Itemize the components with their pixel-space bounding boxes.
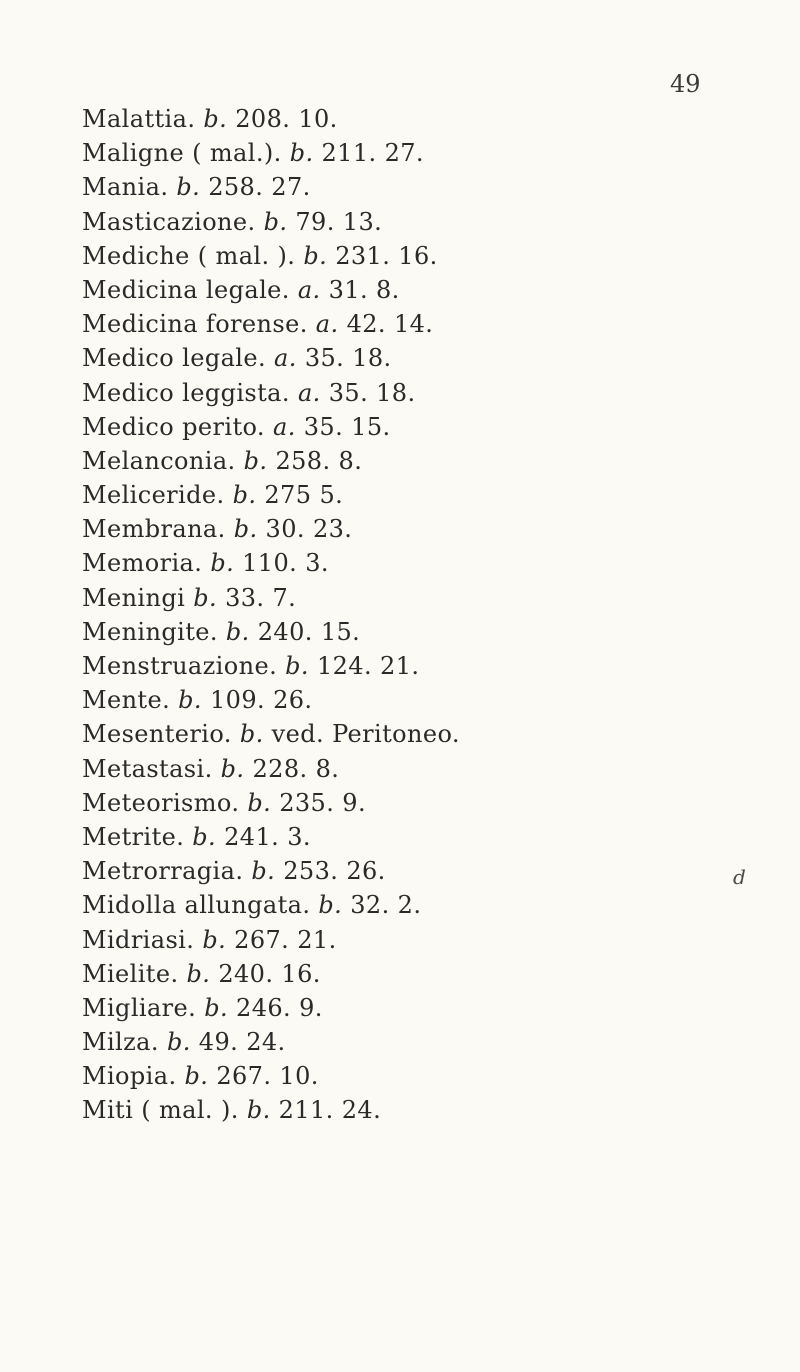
entry-page: 42. bbox=[346, 310, 386, 339]
entry-term: Menstruazione. bbox=[82, 652, 278, 680]
entry-line: 8. bbox=[376, 275, 400, 304]
entry-line: 15. bbox=[320, 617, 361, 646]
entry-page: 267. bbox=[234, 925, 290, 954]
entry-page: 228. bbox=[252, 754, 308, 783]
entry-term: Metastasi. bbox=[82, 754, 213, 783]
entry-volume: b. bbox=[289, 139, 314, 168]
entry-term: Medicina legale. bbox=[82, 275, 290, 304]
index-entry bbox=[82, 376, 460, 410]
entry-term: Malattia. bbox=[82, 105, 196, 133]
entry-line: 21. bbox=[297, 925, 337, 954]
index-entry bbox=[82, 991, 460, 1025]
entry-line: 13. bbox=[342, 207, 383, 236]
entry-volume: b. bbox=[166, 1028, 191, 1057]
entry-page: 246. bbox=[236, 993, 292, 1022]
entry-term: Maligne ( mal.). bbox=[82, 139, 282, 168]
index-entry bbox=[82, 444, 460, 478]
index-entry bbox=[82, 170, 460, 204]
entry-line: 15. bbox=[351, 412, 391, 441]
entry-term: Medico perito. bbox=[82, 412, 265, 441]
entry-line: 23. bbox=[312, 515, 353, 544]
entry-line: 18. bbox=[376, 378, 416, 407]
entry-volume: b. bbox=[204, 993, 229, 1022]
entry-volume: b. bbox=[247, 788, 272, 817]
entry-line: 2. bbox=[397, 891, 422, 920]
entry-volume: b. bbox=[243, 446, 268, 475]
entry-volume: b. bbox=[285, 652, 309, 680]
index-entry bbox=[82, 205, 460, 239]
index-entry bbox=[82, 717, 460, 751]
entry-line: 16. bbox=[281, 959, 321, 988]
entry-volume: b. bbox=[210, 549, 235, 578]
index-entry bbox=[82, 786, 460, 820]
entry-line: 18. bbox=[352, 344, 392, 373]
entry-term: Metrite. bbox=[82, 822, 185, 851]
entry-term: Melanconia. bbox=[82, 446, 236, 475]
entry-term: Migliare. bbox=[82, 993, 197, 1022]
entry-line: 16. bbox=[398, 241, 438, 270]
index-entry bbox=[82, 239, 460, 273]
entry-volume: a. bbox=[274, 344, 297, 373]
entry-page: 211. bbox=[321, 139, 377, 168]
signature-mark: d bbox=[733, 865, 746, 889]
index-entry bbox=[82, 512, 460, 546]
entry-term: Masticazione. bbox=[82, 207, 256, 236]
entry-volume: b. bbox=[232, 481, 257, 510]
index-entry bbox=[82, 341, 460, 375]
entry-line: 9. bbox=[342, 788, 366, 817]
entry-line: 8. bbox=[338, 446, 363, 475]
entry-page: 211. bbox=[278, 1096, 334, 1125]
index-entry bbox=[82, 820, 460, 854]
entry-volume: b. bbox=[202, 925, 227, 954]
entry-volume: b. bbox=[318, 891, 343, 920]
page-number: 49 bbox=[670, 70, 701, 98]
entry-volume: a. bbox=[272, 412, 296, 441]
entry-line: 27. bbox=[271, 173, 311, 202]
entry-page: 235. bbox=[279, 788, 335, 817]
entry-page: 258. bbox=[275, 446, 331, 475]
entry-line: 24. bbox=[246, 1028, 286, 1057]
entry-term: Meteorismo. bbox=[82, 788, 240, 817]
entry-line: 3. bbox=[305, 549, 329, 578]
entry-line: 7. bbox=[272, 583, 297, 612]
entry-volume: b. bbox=[184, 1062, 209, 1091]
entry-page: 253. bbox=[283, 857, 339, 886]
index-entry bbox=[82, 581, 460, 615]
entry-term: Midolla allungata. bbox=[82, 891, 311, 920]
entry-term: Mielite. bbox=[82, 959, 179, 988]
entry-term: Mania. bbox=[82, 173, 169, 202]
index-entry bbox=[82, 615, 460, 649]
entry-page: 241. bbox=[224, 822, 280, 851]
entry-term: Miopia. bbox=[82, 1062, 177, 1091]
entry-page: 267. bbox=[216, 1062, 272, 1091]
entry-page: 35. bbox=[304, 344, 345, 373]
index-entry bbox=[82, 136, 460, 170]
entry-page: 32. bbox=[350, 891, 390, 920]
index-entry bbox=[82, 102, 460, 136]
entry-page: 30. bbox=[265, 515, 305, 544]
entry-volume: b. bbox=[192, 822, 217, 851]
entry-line: 5. bbox=[319, 481, 344, 510]
entry-volume: b. bbox=[178, 686, 202, 715]
entry-line: 27. bbox=[384, 139, 424, 168]
entry-page: 240. bbox=[218, 959, 274, 988]
entry-volume: b. bbox=[220, 754, 245, 783]
entry-page: 31. bbox=[328, 275, 368, 304]
entry-term: Meningite. bbox=[82, 617, 218, 646]
entry-page: 79. bbox=[295, 207, 335, 236]
index-entry bbox=[82, 854, 460, 888]
entry-term: Mente. bbox=[82, 686, 171, 715]
entry-volume: b. bbox=[186, 959, 211, 988]
index-entry bbox=[82, 1059, 460, 1093]
entry-line: 21. bbox=[380, 652, 420, 680]
index-entry bbox=[82, 410, 460, 444]
entry-volume: a. bbox=[297, 378, 321, 407]
entry-volume: b. bbox=[225, 617, 250, 646]
entry-volume: b. bbox=[251, 857, 276, 886]
entry-line: 24. bbox=[341, 1096, 382, 1125]
index-entry bbox=[82, 957, 460, 991]
entry-volume: b. bbox=[246, 1096, 271, 1125]
entry-page: ved. bbox=[271, 720, 325, 749]
index-entry bbox=[82, 546, 460, 580]
entry-page: 35. bbox=[303, 412, 344, 441]
entry-term: Membrana. bbox=[82, 515, 226, 544]
entry-page: 35. bbox=[328, 378, 369, 407]
index-entry bbox=[82, 1093, 460, 1127]
entry-line: 10. bbox=[298, 105, 338, 133]
entry-volume: b. bbox=[303, 241, 328, 270]
entry-page: 110. bbox=[242, 549, 298, 578]
entry-term: Mesenterio. bbox=[82, 720, 232, 749]
entry-term: Miti ( mal. ). bbox=[82, 1096, 239, 1125]
entry-volume: b. bbox=[239, 720, 264, 749]
entry-page: 208. bbox=[235, 105, 291, 133]
entry-term: Mediche ( mal. ). bbox=[82, 241, 296, 270]
entry-page: 275 bbox=[264, 481, 312, 510]
entry-line: 3. bbox=[287, 822, 311, 851]
entry-line: 26. bbox=[273, 686, 313, 715]
entry-page: 240. bbox=[257, 617, 313, 646]
entry-term: Meliceride. bbox=[82, 481, 225, 510]
entry-page: 258. bbox=[208, 173, 264, 202]
index-entry bbox=[82, 478, 460, 512]
entry-line: 9. bbox=[299, 993, 323, 1022]
entry-line: 26. bbox=[346, 857, 386, 886]
index-entry bbox=[82, 307, 460, 341]
entry-term: Medicina forense. bbox=[82, 310, 308, 339]
entry-line: 10. bbox=[279, 1062, 319, 1091]
entry-volume: b. bbox=[193, 583, 218, 612]
index-entry bbox=[82, 752, 460, 786]
entry-line: Peritoneo. bbox=[332, 720, 460, 749]
index-entry bbox=[82, 649, 460, 683]
entry-page: 124. bbox=[316, 652, 372, 680]
index-entry bbox=[82, 273, 460, 307]
entry-term: Memoria. bbox=[82, 549, 203, 578]
entry-page: 33. bbox=[225, 583, 265, 612]
entry-line: 14. bbox=[393, 310, 434, 339]
entry-term: Midriasi. bbox=[82, 925, 195, 954]
entry-term: Medico leggista. bbox=[82, 378, 290, 407]
entry-volume: b. bbox=[263, 207, 288, 236]
index-entry bbox=[82, 923, 460, 957]
index-entry bbox=[82, 683, 460, 717]
entry-page: 109. bbox=[209, 686, 266, 715]
entry-volume: b. bbox=[203, 105, 228, 133]
entry-term: Metrorragia. bbox=[82, 857, 244, 886]
entry-term: Meningi bbox=[82, 583, 186, 612]
entry-volume: b. bbox=[176, 173, 201, 202]
entry-term: Milza. bbox=[82, 1028, 159, 1057]
entry-line: 8. bbox=[315, 754, 340, 783]
index-entry bbox=[82, 1025, 460, 1059]
entry-volume: b. bbox=[233, 515, 258, 544]
entry-page: 49. bbox=[198, 1028, 239, 1057]
entry-volume: a. bbox=[315, 310, 339, 339]
index-list bbox=[82, 102, 460, 1128]
entry-page: 231. bbox=[335, 241, 391, 270]
entry-term: Medico legale. bbox=[82, 344, 266, 373]
entry-volume: a. bbox=[297, 275, 321, 304]
index-entry bbox=[82, 888, 460, 922]
